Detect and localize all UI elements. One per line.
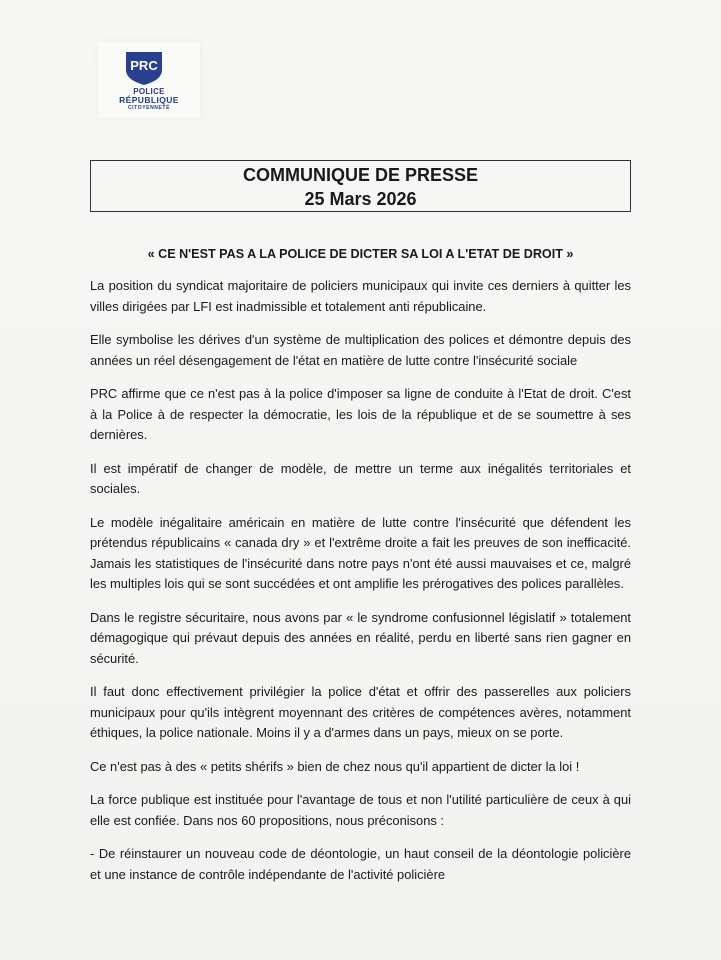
paragraph: La position du syndicat majoritaire de policiers municipaux qui invite ces derniers à quitter les villes dirigées par LFI est inadmissible et totalement anti républicaine. [90, 278, 631, 314]
page-title: COMMUNIQUE DE PRESSE [242, 165, 479, 185]
release-date: 25 Mars 2026 [304, 189, 417, 209]
paragraph: PRC affirme que ce n'est pas à la police d'imposer sa ligne de conduite à l'Etat de droit. C'est à la Police à de respecter la démocratie, les lois de la république et de se soumettre à ses dernières. [90, 386, 631, 442]
paragraph: Le modèle inégalitaire américain en matière de lutte contre l'insécurité que défendent les prétendus républicains « canada dry » et l'extrême droite a fait les preuves de son inefficacité. Jamais les statistiques de l'insécurité dans notre pays n'ont été aussi mauvaises et ce, malgré les multiples lois qui se sont succédées et ont amplifie les prérogatives des polices parallèles. [90, 514, 631, 591]
prc-logo [98, 42, 200, 118]
paragraph: Elle symbolise les dérives d'un système de multiplication des polices et démontre depuis des années un réel désengagement de l'état en matière de lutte contre l'insécurité sociale [90, 332, 631, 368]
paragraph: Il faut donc effectivement privilégier la police d'état et offrir des passerelles aux policiers municipaux pour qu'ils intègrent moyennant des critères de compétences avères, notamment éthiques, la police nationale. Moins il y a d'armes dans un pays, mieux on se porte. [90, 684, 631, 740]
prc-badge-text: PRC [130, 58, 158, 73]
paragraph: Il est impératif de changer de modèle, de mettre un terme aux inégalités territoriales et sociales. [90, 460, 631, 496]
headline: « CE N'EST PAS A LA POLICE DE DICTER SA LOI A L'ETAT DE DROIT » [147, 247, 574, 261]
body-text [90, 276, 631, 898]
paragraph: La force publique est instituée pour l'avantage de tous et non l'utilité particulière de ceux à qui elle est confiée. Dans nos 60 propositions, nous préconisons : [90, 792, 631, 828]
title-box [90, 160, 631, 212]
logo-line-republique: RÉPUBLIQUE [119, 95, 179, 105]
paragraph: Ce n'est pas à des « petits shérifs » bien de chez nous qu'il appartient de dicter la loi ! [90, 758, 580, 774]
prc-badge-icon [122, 50, 166, 86]
paragraph: Dans le registre sécuritaire, nous avons par « le syndrome confusionnel législatif » totalement démagogique qui prévaut depuis des années en réalité, perdu en liberté sans rien gagner en sécurité. [90, 609, 631, 666]
logo-line-citoyennete: CITOYENNETÉ [127, 105, 171, 111]
logo-line-police: POLICE [133, 87, 165, 96]
paragraph: - De réinstaurer un nouveau code de déontologie, un haut conseil de la déontologie policière et une instance de contrôle indépendante de l'activité policière [90, 846, 631, 882]
